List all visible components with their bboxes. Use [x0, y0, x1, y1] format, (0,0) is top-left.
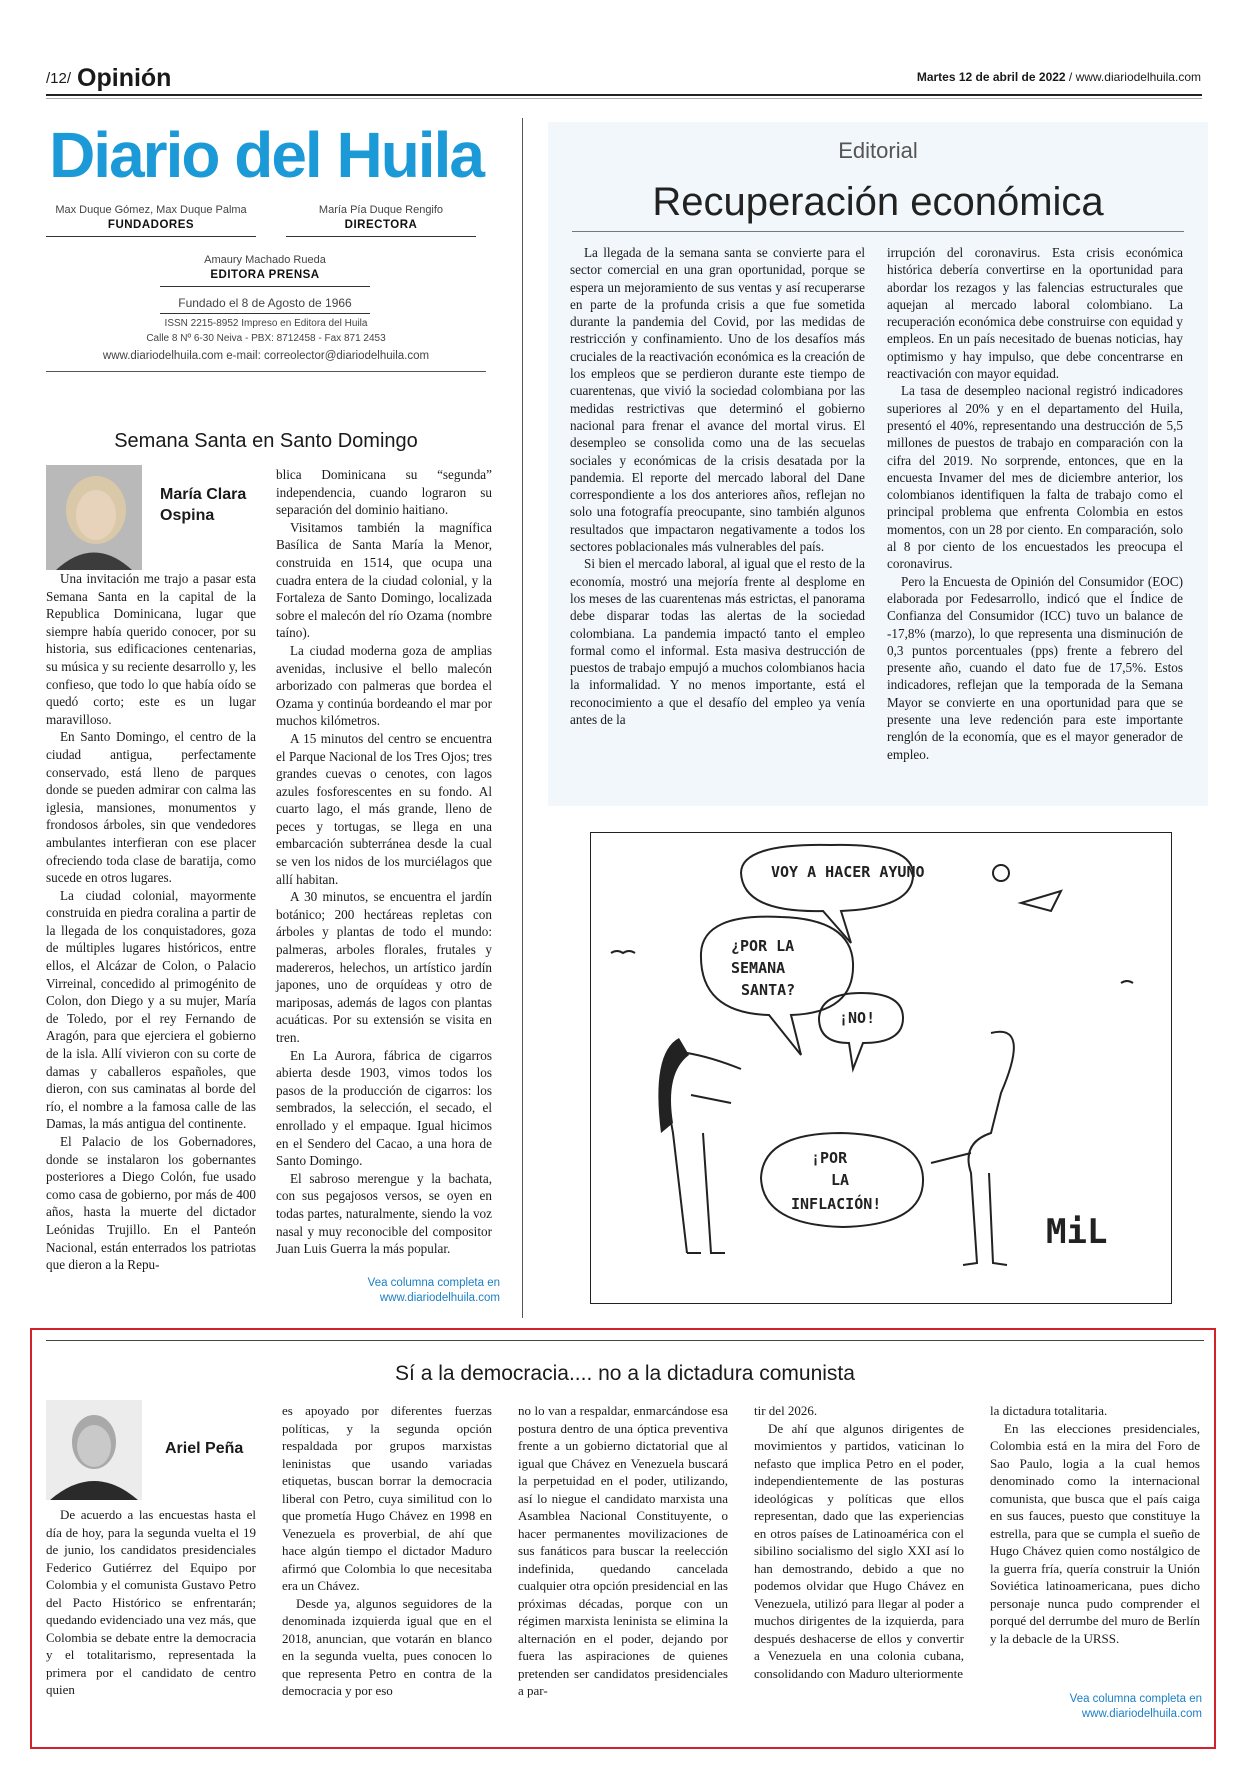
paragraph: Visitamos también la magnífica Basílica de Santa María la Menor, construida en 1514, que ocupa una cuadra entera de la ciudad colonial, y la Fortaleza de Santo Domingo, localizada sobre el malecón del río Ozama (nombre taíno).	[276, 519, 492, 641]
founded-underline	[160, 313, 370, 314]
column-text-left	[46, 570, 256, 1274]
paragraph: Pero la Encuesta de Opinión del Consumidor (EOC) elaborada por Fedesarrollo, indicó que el Índice de Confianza del Consumidor (ICC) tuvo un balance de -17,8% (marzo), lo que representa una disminución de 0,3 puntos porcentuales (pps) frente a febrero del presente año, cuando el dato fue de 17,5%. Estos indicadores, reflejan que la temporada de la Semana Mayor se convierte en una oportunidad para que se presente una leve redención para este importante renglón de la economía, que es el mayor generador de empleo.	[887, 573, 1183, 762]
plane-icon	[1021, 891, 1061, 911]
editorial-headline: Recuperación económica	[652, 180, 1104, 224]
cartoon-text-4a: ¡POR	[811, 1149, 848, 1167]
cartoon-text-1: VOY A HACER AYUNO	[771, 863, 925, 881]
founders-names: Max Duque Gómez, Max Duque Palma	[55, 204, 247, 216]
director-underline	[286, 236, 476, 237]
paragraph: En las elecciones presidenciales, Colombia está en la mira del Foro de Sao Paulo, logia a la cual hemos denominado como la internacional comunista, que busca que el país caiga en sus fauces, puesto que constituye la estrella, para que se cumpla el sueño de Hugo Chávez quien como nostálgico de la guerra fría, quería construir la Unión Soviética latinoamericana, pues dicho personaje nunca pudo comprender el porqué del derrumbe del muro de Berlín y la debacle de la URSS.	[990, 1420, 1200, 1646]
founders-role: FUNDADORES	[107, 219, 195, 231]
founders-underline	[46, 236, 256, 237]
cartoonist-signature: MiL	[1046, 1212, 1108, 1252]
speech-bubble-3	[819, 993, 903, 1069]
bottom-text-col-3	[518, 1402, 728, 1700]
paragraph: En Santo Domingo, el centro de la ciudad antigua, perfectamente conservado, está lleno de parques donde se pueden admirar con calma las iglesia, mansiones, monumentos y frondosos árboles, sin que vendedores ambulantes interfieran con ese placer ofreciendo toda clase de baratija, como sucede en otros lugares.	[46, 729, 256, 886]
read-more-text: Vea columna completa en	[1069, 1693, 1202, 1705]
newspaper-logo: Diario del Huila	[49, 119, 483, 191]
figure-left-hair	[658, 1038, 689, 1133]
paragraph: A 15 minutos del centro se encuentra el Parque Nacional de los Tres Ojos; tres grandes cuevas o cenotes, con lagos azules fosforescentes en su fondo. Al cuarto lago, el más grande, lleno de peces y tortugas, se llega en una embarcación subterránea desde la cual se ven los nidos de los murciélagos que allí habitan.	[276, 730, 492, 887]
sun-icon	[993, 865, 1009, 881]
paragraph: A 30 minutos, se encuentra el jardín botánico; 200 hectáreas repletas con árboles y plantas de todo el mundo: palmeras, arboles florales, frutales y madereros, helechos, un artístico jardín japones, uno de orquídeas y otro de mariposas, además de lagos con plantas acuáticas. Por su extensión se visita en tren.	[276, 889, 492, 1045]
editor-name: Amaury Machado Rueda	[204, 254, 326, 266]
paragraph: La ciudad colonial, mayormente construida en piedra coralina a partir de la llegada de los conquistadores, goza de múltiples lugares históricos, entre ellos, el Alcázar de Colon, o Palacio Virreinal, concedido al primogénito de Colon, don Diego y a su mujer, María de Toledo, por el rey Fernando de Aragón, para que ejerciera el gobierno de la isla. Allí vivieron con su corte de damas y caballeros españoles, que dieron, con sus caminatas al borde del río, el nombre a la famosa calle de las Damas, la más antigua del continente.	[46, 887, 256, 1132]
paragraph: De ahí que algunos dirigentes de movimientos y partidos, vaticinan lo nefasto que implica Petro en el poder, independientemente de las posturas ideológicas y políticas que ellos representan, dado que las experiencias en otros países de Latinoamérica con el sibilino socialismo del siglo XXI así lo han demostrando, debido a que no podemos olvidar que Hugo Chávez en Venezuela, utilizó para llegar al poder a muchos dirigentes de la izquierda, para después deshacerse de ellos y convertir a Venezuela en una colonia cubana, consolidando con Maduro ulteriormente	[754, 1420, 964, 1681]
bottom-text-col-4	[754, 1402, 964, 1682]
editorial-rule	[572, 231, 1184, 232]
paragraph: es apoyado por diferentes fuerzas políticas, y la segunda opción respaldada por grupos marxistas leninistas que usando variadas etiquetas, buscan borrar la democracia liberal con Petro, cuya similitud con lo que prometía Hugo Chávez en 1998 en Venezuela es proverbial, de ahí que hace algún tiempo el dictador Maduro afirmó que Colombia lo que necesitaba era un Chávez.	[282, 1403, 492, 1593]
cartoon-drawing	[591, 833, 1171, 1303]
paragraph: En La Aurora, fábrica de cigarros abierta desde 1903, vimos todos los pasos de la producción de cigarros: los sembrados, la selección, el secado, el enrollado y el empaque. Igual hicimos en el Sendero del Cacao, a una hora de Santo Domingo.	[276, 1047, 492, 1169]
speech-bubble-1	[741, 845, 913, 943]
bottom-top-rule	[46, 1340, 1204, 1341]
paragraph: Si bien el mercado laboral, al igual que el resto de la economía, mostró una mejoría frente al desplome en los meses de las cuarentenas más estrictas, el panorama debe disparar todas las alertas de la sociedad colombiana. La pandemia impactó tanto el empleo formal como el informal. Esta masiva destrucción de puestos de trabajo empujó a muchos colombianos hacia la informalidad. Y no menos importante, está el reconocimiento a que el desafío del empleo ya venía antes de la	[570, 556, 865, 728]
director-name: María Pía Duque Rengifo	[318, 204, 444, 216]
editorial-cartoon	[590, 832, 1172, 1304]
page-header-left	[46, 64, 171, 93]
author-photo-ariel	[46, 1400, 142, 1500]
editor-credit	[160, 254, 370, 287]
paragraph: no lo van a respaldar, enmarcándose esa postura dentro de una óptica preventiva frente a un gobierno dictatorial que al igual que Chávez en Venezuela buscará la perpetuidad en el poder, utilizando, así lo niegue el candidato marxista una Asamblea Nacional Constituyente, o hacer permanentes movilizaciones de sus fanáticos para buscar la reelección indefinida, quedando cancelada cualquier otra opción presidencial en las próximas décadas, porque con un régimen marxista leninista se elimina la alternación en el poder, dejando por fuera las aspiraciones de quienes pretenden ser candidatos presidenciales a par-	[518, 1403, 728, 1698]
editorial-kicker: Editorial	[838, 138, 918, 163]
figure-right	[931, 1032, 1014, 1265]
read-more-link[interactable]	[310, 1276, 500, 1306]
paragraph: El sabroso merengue y la bachata, con sus pegajosos versos, se oyen en todas partes, naturalmente, siendo la voz nasal y muy reconocible del compositor Juan Luis Guerra la más popular.	[276, 1170, 492, 1257]
bottom-read-more-link[interactable]	[990, 1692, 1202, 1722]
issn-line: ISSN 2215-8952 Impreso en Editora del Huila	[164, 318, 368, 329]
cartoon-text-4c: INFLACIÓN!	[791, 1195, 882, 1213]
web-email-line[interactable]: www.diariodelhuila.com e-mail: correolector@diariodelhuila.com	[102, 350, 430, 362]
bottom-text-col-5	[990, 1402, 1200, 1647]
paragraph: irrupción del coronavirus. Esta crisis económica histórica debería convertirse en la oportunidad para abordar los rezagos y las falencias estructurales que aquejan al mercado laboral colombiano. La recuperación económica debe construirse con equidad y empleos. En un país necesitado de buenas noticias, hay optimismo y hay impulso, que debe concentrarse en reactivación con mayor equidad.	[887, 245, 1183, 382]
editor-role: EDITORA PRENSA	[210, 269, 320, 281]
paragraph: blica Dominicana su “segunda” independencia, cuando lograron su separación del dominio haitiano.	[276, 467, 492, 518]
column-divider	[522, 118, 523, 1318]
bottom-headline: Sí a la democracia.... no a la dictadura comunista	[395, 1362, 855, 1385]
editor-underline	[160, 286, 370, 287]
issue-date: Martes 12 de abril de 2022	[916, 70, 1066, 84]
column-headline: Semana Santa en Santo Domingo	[114, 430, 418, 452]
paragraph: La llegada de la semana santa se convierte para el sector comercial en una gran oportunidad, porque se espera un mejoramiento de sus ventas y así recuperarse en parte de la profunda crisis a que fue sometida durante la pandemia del Covid, por las medidas de restricción y confinamiento. Uno de los desafíos más cruciales de la reactivación económica es la creación de los empleos que se perdieron durante este tiempo de cuarentenas, que vivió la sociedad colombiana por las medidas restrictivas que determinó el gobierno nacional para frenar el avance del mortal virus. El desempleo se consolida como una de las secuelas sociales y económicas de la crisis desatada por la pandemia. El reporte del mercado laboral del Dane correspondiente a los dos anteriores años, reflejan no solo una fotografía preocupante, sino también algunos resultados que impactaron negativamente a todos los sectores poblacionales más vulnerables del país.	[570, 245, 865, 555]
editorial-text-left	[570, 244, 865, 728]
page-header-right	[917, 70, 1201, 84]
page-number: /12/	[46, 70, 72, 87]
founded-date	[160, 296, 370, 314]
bottom-text-col-2	[282, 1402, 492, 1700]
column-text-right	[276, 466, 492, 1258]
header-rule-thin	[46, 98, 1202, 99]
paragraph: la dictadura totalitaria.	[990, 1403, 1108, 1418]
paragraph: Desde ya, algunos seguidores de la denominada izquierda igual que en el 2018, anuncian, que votarán en blanco en la segunda vuelta, pues conocen lo que representa Petro en contra de la democracia y por eso	[282, 1595, 492, 1698]
cartoon-text-2c: SANTA?	[741, 981, 796, 999]
director-role: DIRECTORA	[344, 219, 418, 231]
author-portrait-icon	[46, 465, 142, 570]
read-more-text: Vea columna completa en	[367, 1277, 500, 1289]
paragraph: La tasa de desempleo nacional registró indicadores superiores al 20% y en el departamento del Huila, presentó el 40%, representando una destrucción de 5,5 millones de puestos de trabajo en comparación con la cifra del 2019. No sorprende, entonces, que en la encuesta Invamer del mes de diciembre anterior, los colombianos identifiquen la falta de trabajo como el principal problema que enfrenta Colombia en estos momentos, con un 28 por ciento. En comparación, solo al 8 por ciento de los encuestados les preocupa el coronavirus.	[887, 383, 1183, 572]
cartoon-text-3: ¡NO!	[839, 1009, 876, 1027]
paragraph: El Palacio de los Gobernadores, donde se instalaron los gobernantes posteriores a Diego Colón, fue usado como casa de gobierno, por más de 400 años, hasta la muerte del dictador Leónidas Trujillo. En el Panteón Nacional, están enterrados los patriotas que dieron a la Repu-	[46, 1134, 256, 1273]
cartoon-text-2b: SEMANA	[731, 959, 786, 977]
author-portrait-icon-2	[46, 1400, 142, 1500]
bird-icon	[611, 951, 635, 953]
address-line: Calle 8 Nº 6-30 Neiva - PBX: 8712458 - Fax 871 2453	[146, 333, 386, 344]
cartoon-text-4b: LA	[831, 1171, 850, 1189]
imprint-info	[46, 316, 486, 346]
bottom-text-col-1	[46, 1506, 256, 1699]
masthead-bottom-rule	[46, 371, 486, 372]
read-more-url[interactable]: www.diariodelhuila.com	[379, 1292, 500, 1304]
read-more-url[interactable]: www.diariodelhuila.com	[1081, 1708, 1202, 1720]
cartoon-text-2a: ¿POR LA	[731, 937, 795, 955]
paragraph: tir del 2026.	[754, 1403, 818, 1418]
paragraph: Una invitación me trajo a pasar esta Semana Santa en la capital de la Republica Dominicana, lugar que siempre había querido conocer, por su historia, sus edificaciones centenarias, su música y su reciente desarrollo y, les confieso, que todo lo que había oído se quedó corto; este es un lugar maravilloso.	[46, 571, 256, 727]
section-name: Opinión	[77, 64, 172, 92]
author-photo-maria	[46, 465, 142, 570]
paragraph: La ciudad moderna goza de amplias avenidas, inclusive el bello malecón arborizado con palmeras que bordea el Ozama y continúa bordeando el mar por muchos kilómetros.	[276, 642, 492, 729]
bottom-author: Ariel Peña	[165, 1440, 244, 1457]
director-credit	[286, 204, 476, 237]
figure-left	[669, 1051, 731, 1253]
bird-icon-2	[1121, 981, 1133, 983]
figure-left-head	[687, 1053, 741, 1069]
column-author: María Clara Ospina	[160, 486, 247, 524]
paragraph: De acuerdo a las encuestas hasta el día de hoy, para la segunda vuelta el 19 de junio, los candidatos presidenciales Federico Gutiérrez del Equipo por Colombia y el comunista Gustavo Petro del Pacto Histórico se enfrentarán; quedando evidenciado una vez más, que Colombia se debate entre la democracia y el totalitarismo, representada la primera por el candidato de centro quien	[46, 1507, 256, 1697]
founders-credit	[46, 204, 256, 237]
header-rule	[46, 94, 1202, 96]
editorial-text-right	[887, 244, 1183, 763]
founded-text: Fundado el 8 de Agosto de 1966	[178, 296, 352, 310]
site-url[interactable]: / www.diariodelhuila.com	[1065, 70, 1201, 84]
